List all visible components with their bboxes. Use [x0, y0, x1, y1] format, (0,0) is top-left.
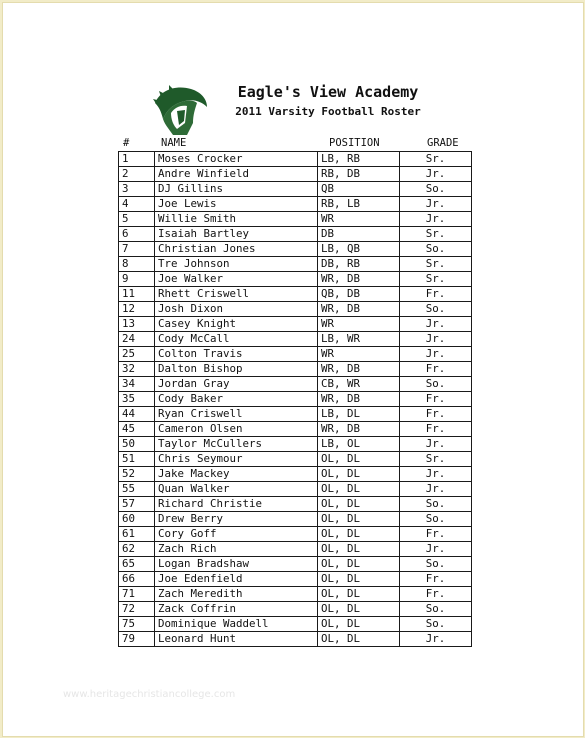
- player-grade: Jr.: [400, 632, 472, 647]
- player-name: Joe Edenfield: [155, 572, 318, 587]
- player-number: 65: [119, 557, 155, 572]
- player-grade: So.: [400, 557, 472, 572]
- player-name: Cody McCall: [155, 332, 318, 347]
- player-grade: Fr.: [400, 422, 472, 437]
- player-number: 60: [119, 512, 155, 527]
- player-name: Andre Winfield: [155, 167, 318, 182]
- player-position: DB, RB: [318, 257, 400, 272]
- table-row: [119, 542, 472, 557]
- player-name: Logan Bradshaw: [155, 557, 318, 572]
- player-number: 45: [119, 422, 155, 437]
- document-page: [2, 2, 584, 737]
- player-position: WR, DB: [318, 272, 400, 287]
- player-position: LB, QB: [318, 242, 400, 257]
- player-position: RB, DB: [318, 167, 400, 182]
- player-name: Isaiah Bartley: [155, 227, 318, 242]
- table-row: [119, 632, 472, 647]
- player-name: Tre Johnson: [155, 257, 318, 272]
- table-row: [119, 317, 472, 332]
- player-number: 32: [119, 362, 155, 377]
- player-number: 57: [119, 497, 155, 512]
- player-grade: Fr.: [400, 587, 472, 602]
- player-grade: Sr.: [400, 272, 472, 287]
- player-position: WR, DB: [318, 422, 400, 437]
- player-grade: Sr.: [400, 257, 472, 272]
- table-row: [119, 227, 472, 242]
- player-grade: So.: [400, 497, 472, 512]
- player-name: Zach Rich: [155, 542, 318, 557]
- player-grade: Jr.: [400, 467, 472, 482]
- spartan-helmet-icon: [151, 83, 209, 137]
- player-number: 9: [119, 272, 155, 287]
- player-position: OL, DL: [318, 572, 400, 587]
- player-grade: Jr.: [400, 482, 472, 497]
- roster-table-body: [119, 152, 472, 647]
- player-name: Taylor McCullers: [155, 437, 318, 452]
- table-row: [119, 587, 472, 602]
- player-position: OL, DL: [318, 617, 400, 632]
- player-name: Quan Walker: [155, 482, 318, 497]
- player-name: Ryan Criswell: [155, 407, 318, 422]
- player-name: Jordan Gray: [155, 377, 318, 392]
- player-grade: So.: [400, 602, 472, 617]
- player-position: LB, OL: [318, 437, 400, 452]
- table-row: [119, 392, 472, 407]
- player-number: 75: [119, 617, 155, 632]
- school-name: Eagle's View Academy: [237, 83, 419, 101]
- watermark: www.heritagechristiancollege.com: [63, 689, 236, 700]
- player-position: OL, DL: [318, 482, 400, 497]
- table-row: [119, 617, 472, 632]
- player-number: 61: [119, 527, 155, 542]
- player-position: OL, DL: [318, 497, 400, 512]
- player-position: WR: [318, 347, 400, 362]
- player-number: 5: [119, 212, 155, 227]
- player-number: 11: [119, 287, 155, 302]
- player-name: Joe Walker: [155, 272, 318, 287]
- player-name: Zack Coffrin: [155, 602, 318, 617]
- player-number: 72: [119, 602, 155, 617]
- player-grade: Fr.: [400, 407, 472, 422]
- player-name: Zach Meredith: [155, 587, 318, 602]
- player-grade: Jr.: [400, 542, 472, 557]
- player-number: 3: [119, 182, 155, 197]
- table-row: [119, 212, 472, 227]
- table-row: [119, 347, 472, 362]
- player-number: 71: [119, 587, 155, 602]
- player-name: Moses Crocker: [155, 152, 318, 167]
- player-number: 24: [119, 332, 155, 347]
- player-position: LB, DL: [318, 407, 400, 422]
- player-number: 13: [119, 317, 155, 332]
- player-position: OL, DL: [318, 632, 400, 647]
- player-name: Drew Berry: [155, 512, 318, 527]
- player-grade: Fr.: [400, 527, 472, 542]
- player-number: 44: [119, 407, 155, 422]
- player-grade: Fr.: [400, 362, 472, 377]
- player-grade: So.: [400, 617, 472, 632]
- player-position: OL, DL: [318, 602, 400, 617]
- player-name: Rhett Criswell: [155, 287, 318, 302]
- player-name: Jake Mackey: [155, 467, 318, 482]
- player-number: 6: [119, 227, 155, 242]
- table-row: [119, 512, 472, 527]
- table-row: [119, 572, 472, 587]
- table-row: [119, 302, 472, 317]
- player-grade: So.: [400, 242, 472, 257]
- player-name: Leonard Hunt: [155, 632, 318, 647]
- roster-title: 2011 Varsity Football Roster: [235, 105, 421, 118]
- table-row: [119, 257, 472, 272]
- player-position: QB, DB: [318, 287, 400, 302]
- player-number: 66: [119, 572, 155, 587]
- player-name: Christian Jones: [155, 242, 318, 257]
- player-number: 7: [119, 242, 155, 257]
- player-number: 52: [119, 467, 155, 482]
- player-grade: Jr.: [400, 332, 472, 347]
- player-name: Cory Goff: [155, 527, 318, 542]
- player-position: QB: [318, 182, 400, 197]
- column-header-number: #: [123, 137, 130, 149]
- table-row: [119, 287, 472, 302]
- table-row: [119, 497, 472, 512]
- player-number: 55: [119, 482, 155, 497]
- player-position: RB, LB: [318, 197, 400, 212]
- table-row: [119, 152, 472, 167]
- table-row: [119, 332, 472, 347]
- player-number: 2: [119, 167, 155, 182]
- column-header-name: NAME: [161, 137, 187, 149]
- player-number: 1: [119, 152, 155, 167]
- column-header-position: POSITION: [329, 137, 380, 149]
- table-row: [119, 437, 472, 452]
- player-position: LB, RB: [318, 152, 400, 167]
- player-name: Cody Baker: [155, 392, 318, 407]
- player-position: WR, DB: [318, 392, 400, 407]
- player-position: OL, DL: [318, 452, 400, 467]
- player-grade: Sr.: [400, 227, 472, 242]
- player-number: 25: [119, 347, 155, 362]
- table-row: [119, 482, 472, 497]
- player-number: 62: [119, 542, 155, 557]
- player-grade: So.: [400, 377, 472, 392]
- player-position: DB: [318, 227, 400, 242]
- player-name: Chris Seymour: [155, 452, 318, 467]
- player-number: 4: [119, 197, 155, 212]
- roster-table: [118, 151, 472, 647]
- table-row: [119, 362, 472, 377]
- player-grade: Fr.: [400, 572, 472, 587]
- player-number: 51: [119, 452, 155, 467]
- player-number: 35: [119, 392, 155, 407]
- player-grade: Sr.: [400, 152, 472, 167]
- player-grade: Jr.: [400, 437, 472, 452]
- player-name: Cameron Olsen: [155, 422, 318, 437]
- player-name: Josh Dixon: [155, 302, 318, 317]
- player-grade: Fr.: [400, 392, 472, 407]
- player-number: 12: [119, 302, 155, 317]
- table-row: [119, 272, 472, 287]
- player-position: OL, DL: [318, 527, 400, 542]
- player-name: Dominique Waddell: [155, 617, 318, 632]
- player-number: 79: [119, 632, 155, 647]
- player-name: Joe Lewis: [155, 197, 318, 212]
- player-grade: Jr.: [400, 212, 472, 227]
- player-grade: Jr.: [400, 347, 472, 362]
- player-position: OL, DL: [318, 467, 400, 482]
- player-grade: So.: [400, 512, 472, 527]
- table-row: [119, 197, 472, 212]
- table-row: [119, 557, 472, 572]
- table-row: [119, 527, 472, 542]
- table-row: [119, 422, 472, 437]
- player-grade: Fr.: [400, 287, 472, 302]
- player-name: Casey Knight: [155, 317, 318, 332]
- table-row: [119, 407, 472, 422]
- table-row: [119, 167, 472, 182]
- player-position: CB, WR: [318, 377, 400, 392]
- player-grade: Jr.: [400, 167, 472, 182]
- player-grade: So.: [400, 182, 472, 197]
- player-position: WR: [318, 317, 400, 332]
- table-row: [119, 182, 472, 197]
- player-number: 34: [119, 377, 155, 392]
- player-grade: So.: [400, 302, 472, 317]
- player-name: DJ Gillins: [155, 182, 318, 197]
- player-position: WR, DB: [318, 302, 400, 317]
- player-name: Dalton Bishop: [155, 362, 318, 377]
- column-header-grade: GRADE: [427, 137, 459, 149]
- player-position: OL, DL: [318, 557, 400, 572]
- table-row: [119, 602, 472, 617]
- player-grade: Jr.: [400, 197, 472, 212]
- player-position: LB, WR: [318, 332, 400, 347]
- player-position: OL, DL: [318, 512, 400, 527]
- player-name: Willie Smith: [155, 212, 318, 227]
- player-number: 50: [119, 437, 155, 452]
- player-position: WR, DB: [318, 362, 400, 377]
- table-row: [119, 242, 472, 257]
- player-number: 8: [119, 257, 155, 272]
- table-row: [119, 377, 472, 392]
- table-row: [119, 452, 472, 467]
- player-position: OL, DL: [318, 542, 400, 557]
- table-row: [119, 467, 472, 482]
- player-name: Richard Christie: [155, 497, 318, 512]
- player-grade: Jr.: [400, 317, 472, 332]
- player-grade: Sr.: [400, 452, 472, 467]
- player-position: WR: [318, 212, 400, 227]
- player-name: Colton Travis: [155, 347, 318, 362]
- player-position: OL, DL: [318, 587, 400, 602]
